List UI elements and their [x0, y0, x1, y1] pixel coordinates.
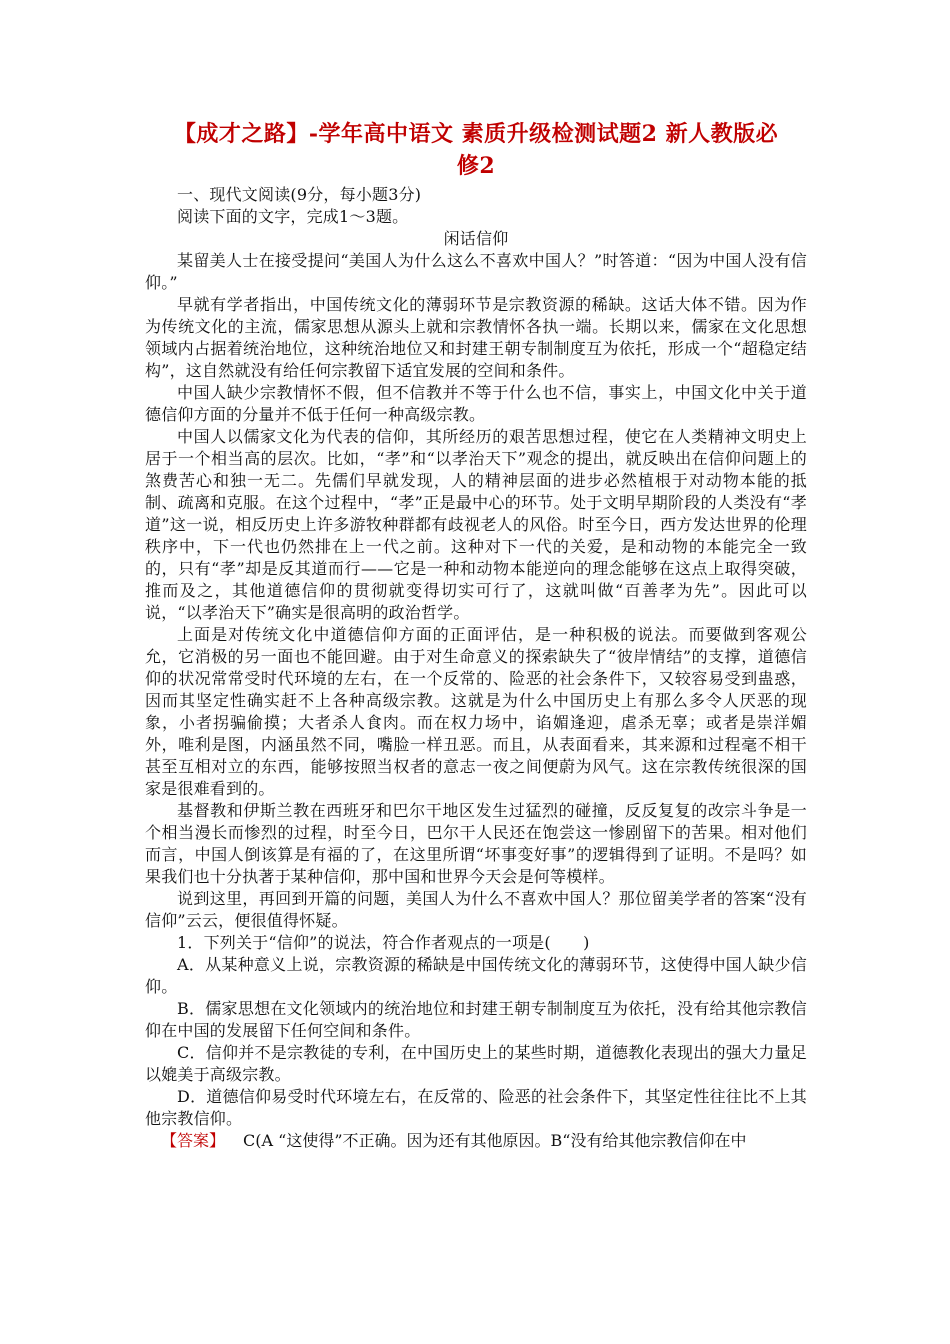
answer-text: C(A “这使得”不正确。因为还有其他原因。B“没有给其他宗教信仰在中 [243, 1131, 747, 1150]
question-option-a: A．从某种意义上说，宗教资源的稀缺是中国传统文化的薄弱环节，这使得中国人缺少信仰。 [145, 955, 807, 996]
question-option-d: D．道德信仰易受时代环境左右，在反常的、险恶的社会条件下，其坚定性往往比不上其他宗教信仰。 [145, 1087, 807, 1128]
article-paragraph: 说到这里，再回到开篇的问题，美国人为什么不喜欢中国人？那位留美学者的答案“没有信仰”云云，便很值得怀疑。 [145, 889, 807, 930]
title-line-2: 修2 [456, 153, 496, 179]
article-paragraph: 中国人缺少宗教情怀不假，但不信教并不等于什么也不信，事实上，中国文化中关于道德信仰方面的分量并不低于任何一种高级宗教。 [145, 383, 807, 424]
article-paragraph: 中国人以儒家文化为代表的信仰，其所经历的艰苦思想过程，使它在人类精神文明史上居于一个相当高的层次。比如，“孝”和“以孝治天下”观念的提出，就反映出在信仰问题上的煞费苦心和独一无二。先儒们早就发现，人的精神层面的进步必然植根于对动物本能的抵制、疏离和克服。在这个过程中，“孝”正是最中心的环节。处于文明早期阶段的人类没有“孝道”这一说，相反历史上许多游牧种群都有歧视老人的风俗。时至今日，西方发达世界的伦理秩序中，下一代也仍然排在上一代之前。这种对下一代的关爱，是和动物的本能完全一致的，只有“孝”却是反其道而行——它是一种和动物本能逆向的理念能够在这点上取得突破，推而及之，其他道德信仰的贯彻就变得切实可行了，这就叫做“百善孝为先”。因此可以说，“以孝治天下”确实是很高明的政治哲学。 [145, 427, 807, 622]
article-paragraph: 上面是对传统文化中道德信仰方面的正面评估，是一种积极的说法。而要做到客观公允，它消极的另一面也不能回避。由于对生命意义的探索缺失了“彼岸情结”的支撑，道德信仰的状况常常受时代环境的左右，在一个反常的、险恶的社会条件下，又较容易受到蛊惑，因而其坚定性确实赶不上各种高级宗教。这就是为什么中国历史上有那么多令人厌恶的现象，小者拐骗偷摸；大者杀人食肉。而在权力场中，谄媚逢迎，虐杀无辜；或者是崇洋媚外，唯利是图，内涵虽然不同，嘴脸一样丑恶。而且，从表面看来，其来源和过程毫不相干甚至互相对立的东西，能够按照当权者的意志一夜之间便蔚为风气。这在宗教传统很深的国家是很难看到的。 [145, 625, 807, 798]
section-heading: 一、现代文阅读(9分，每小题3分) [177, 185, 422, 204]
document-title [145, 118, 807, 182]
title-line-1: 【成才之路】-学年高中语文 素质升级检测试题2 新人教版必 [173, 121, 779, 147]
answer-row [145, 1130, 807, 1152]
instructions: 阅读下面的文字，完成1～3题。 [177, 207, 409, 226]
article-paragraph: 某留美人士在接受提问“美国人为什么这么不喜欢中国人？”时答道：“因为中国人没有信仰。” [145, 251, 807, 292]
question-option-c: C．信仰并不是宗教徒的专利，在中国历史上的某些时期，道德教化表现出的强大力量足以媲美于高级宗教。 [145, 1043, 807, 1084]
article-paragraph: 基督教和伊斯兰教在西班牙和巴尔干地区发生过猛烈的碰撞，反反复复的改宗斗争是一个相当漫长而惨烈的过程，时至今日，巴尔干人民还在饱尝这一惨剧留下的苦果。相对他们而言，中国人倒该算是有福的了，在这里所谓“坏事变好事”的逻辑得到了证明。不是吗？如果我们也十分执著于某种信仰，那中国和世界今天会是何等模样。 [145, 801, 807, 886]
question-option-b: B．儒家思想在文化领域内的统治地位和封建王朝专制制度互为依托，没有给其他宗教信仰在中国的发展留下任何空间和条件。 [145, 999, 807, 1040]
article-paragraph: 早就有学者指出，中国传统文化的薄弱环节是宗教资源的稀缺。这话大体不错。因为作为传统文化的主流，儒家思想从源头上就和宗教情怀各执一端。长期以来，儒家在文化思想领域内占据着统治地位，这种统治地位又和封建王朝专制制度互为依托，形成一个“超稳定结构”，这自然就没有给任何宗教留下适宜发展的空间和条件。 [145, 295, 807, 380]
article-title: 闲话信仰 [443, 229, 509, 248]
answer-label: 【答案】 [161, 1131, 226, 1150]
document-page [145, 118, 807, 1152]
question-stem: 1．下列关于“信仰”的说法，符合作者观点的一项是( ) [177, 933, 590, 952]
